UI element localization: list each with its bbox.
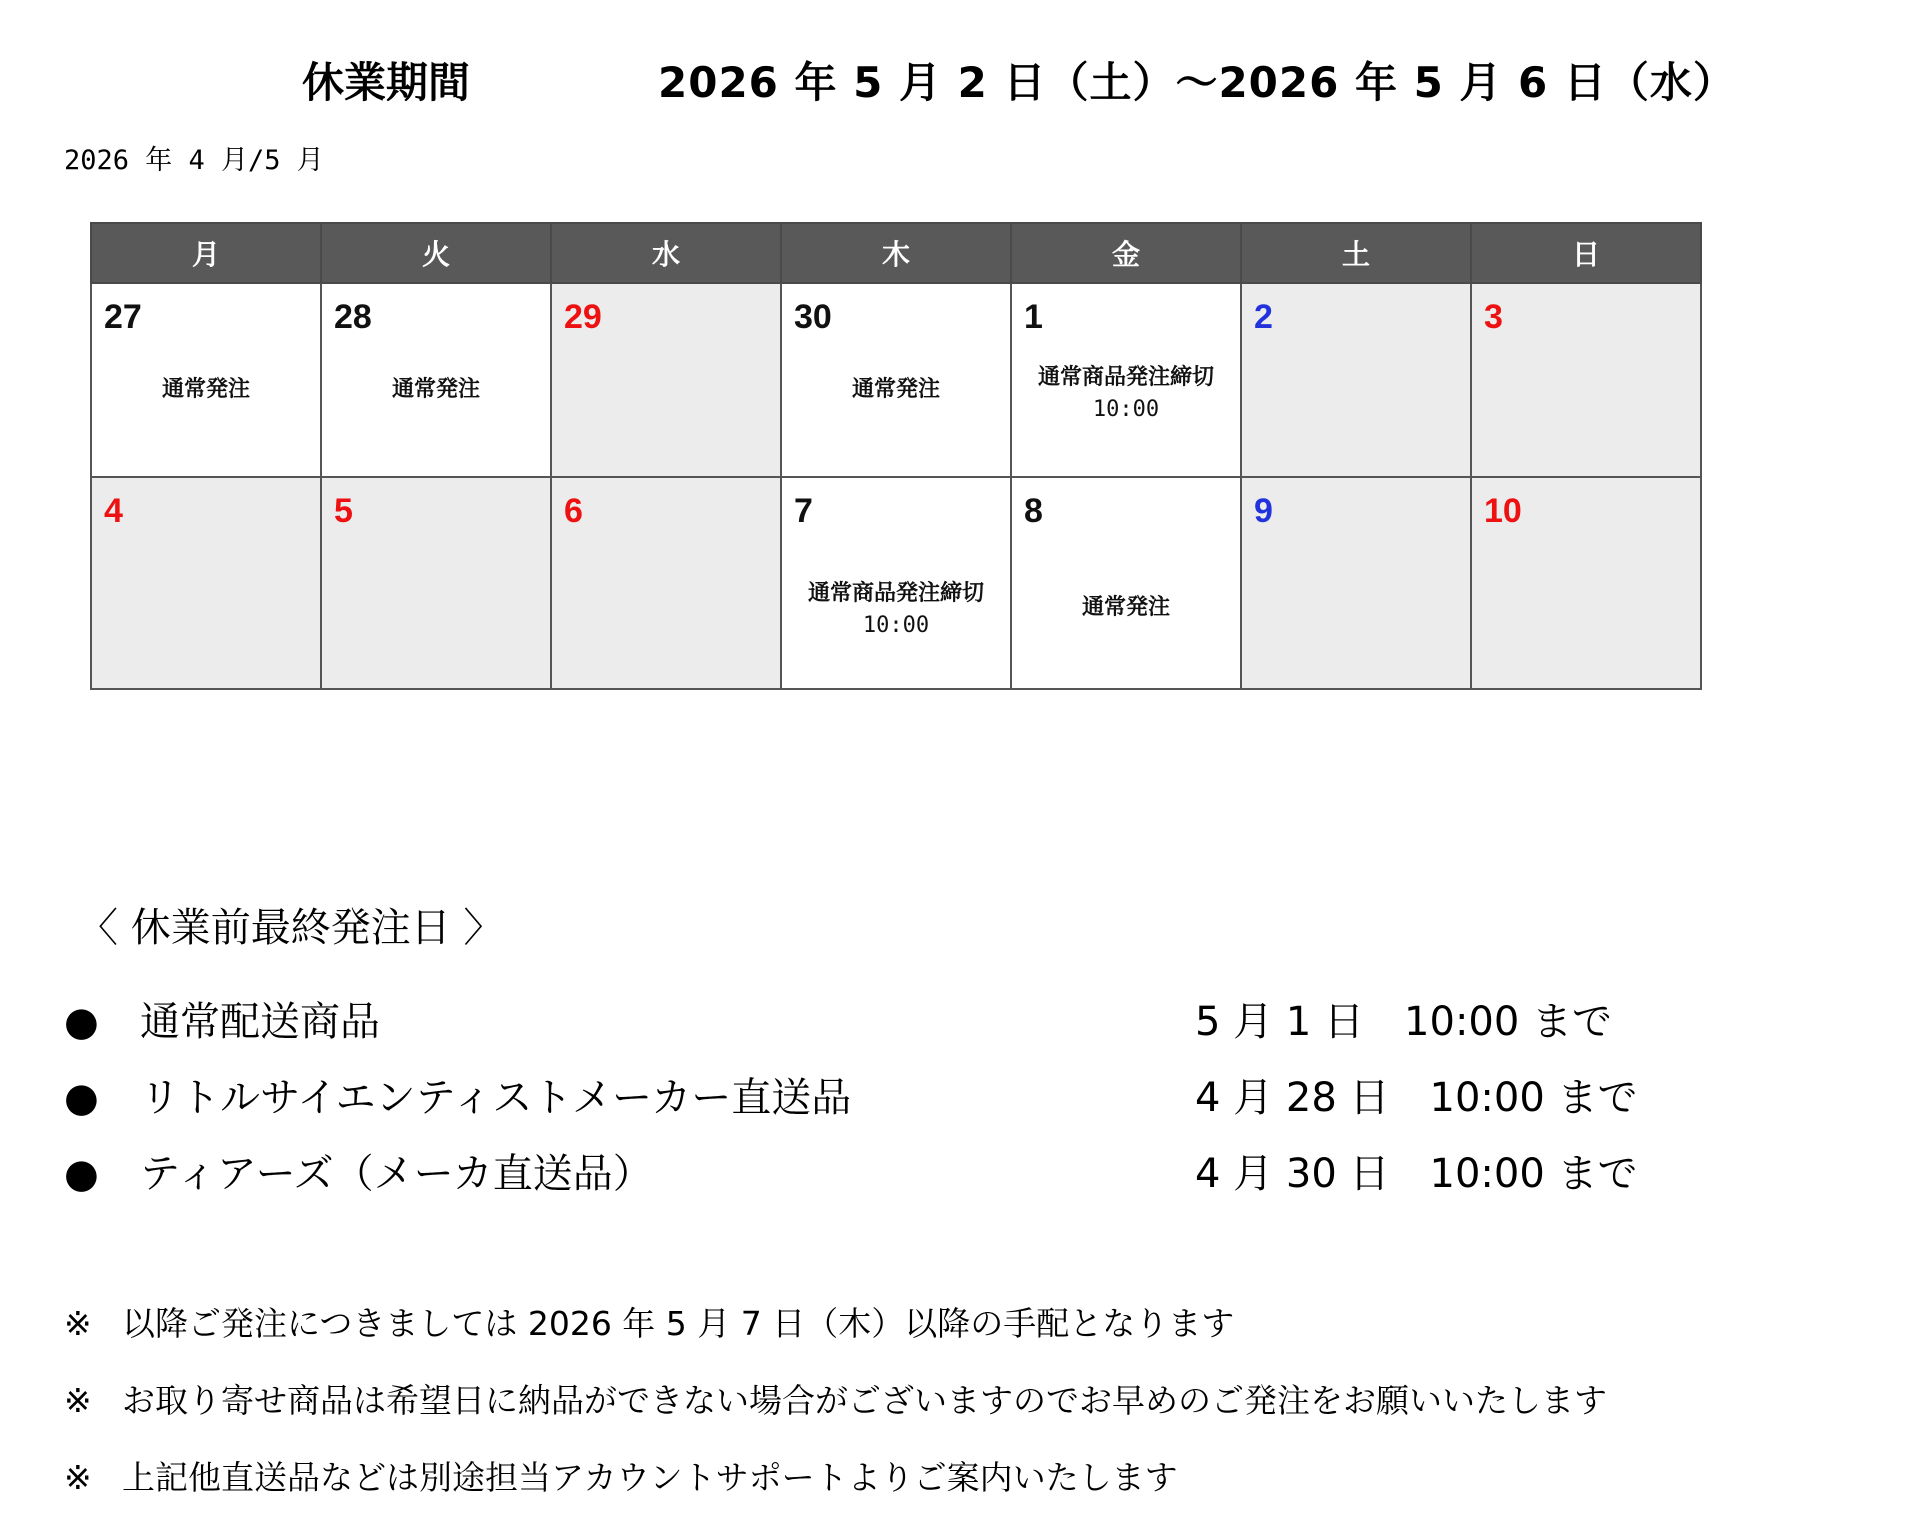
day-cell [1011,283,1241,477]
item-deadline: 5 月 1 日 10:00 まで [1195,999,1613,1045]
remark-text: お取り寄せ商品は希望日に納品ができない場合がございますのでお早めのご発注をお願いいたします [122,1381,1607,1420]
day-cell-holiday [91,477,321,689]
day-note: 通常発注 [1081,595,1170,620]
day-number: 28 [334,298,372,336]
day-cell [91,283,321,477]
day-number: 3 [1484,298,1503,336]
weekday-mon: 月 [91,223,321,283]
day-cell-holiday [1241,283,1471,477]
weekday-thu: 木 [781,223,1011,283]
day-cell-holiday [551,477,781,689]
bullet-icon: ● [64,999,99,1045]
item-name: リトルサイエンティストメーカー直送品 [140,1075,852,1121]
day-cell [321,283,551,477]
day-cell-holiday [321,477,551,689]
day-note: 通常発注 [391,377,480,402]
remark-text: 以降ご発注につきましては 2026 年 5 月 7 日（木）以降の手配となります [122,1304,1235,1343]
remark [64,1298,1234,1345]
day-number: 30 [794,298,832,336]
bullet-icon: ● [64,1075,99,1121]
weekday-sun: 日 [1471,223,1701,283]
day-number: 29 [564,298,602,336]
day-number: 10 [1484,492,1522,530]
closure-label: 休業期間 [302,58,471,107]
last-order-item [64,990,380,1047]
day-cell [781,283,1011,477]
weekday-wed: 水 [551,223,781,283]
last-order-heading: 〈 休業前最終発注日 〉 [78,905,504,951]
last-order-item [64,1066,851,1123]
day-note: 通常発注 [851,377,940,402]
note-mark-icon: ※ [64,1381,92,1420]
day-cell-holiday [1471,477,1701,689]
last-order-item [64,1142,653,1199]
day-cell-holiday [551,283,781,477]
day-number: 6 [564,492,583,530]
day-number: 9 [1254,492,1273,530]
day-cell [781,477,1011,689]
weekday-header-row [91,223,1701,283]
remark [64,1452,1178,1499]
item-deadline: 4 月 30 日 10:00 まで [1195,1151,1638,1197]
weekday-fri: 金 [1011,223,1241,283]
day-number: 8 [1024,492,1043,530]
day-number: 4 [104,492,123,530]
item-name: 通常配送商品 [140,999,380,1045]
day-note-time: 10:00 [862,613,930,638]
item-deadline: 4 月 28 日 10:00 まで [1195,1075,1638,1121]
day-number: 7 [794,492,813,530]
closure-period: 2026 年 5 月 2 日（土）～2026 年 5 月 6 日（水） [658,58,1736,107]
day-note: 通常商品発注締切 10:00 [782,578,1010,642]
item-name: ティアーズ（メーカ直送品） [140,1151,653,1197]
weekday-tue: 火 [321,223,551,283]
bullet-icon: ● [64,1151,99,1197]
day-number: 5 [334,492,353,530]
day-number: 2 [1254,298,1273,336]
day-cell [1011,477,1241,689]
day-note: 通常発注 [161,377,250,402]
day-number: 27 [104,298,142,336]
remark [64,1375,1607,1422]
month-label: 2026 年 4 月/5 月 [64,145,324,176]
day-number: 1 [1024,298,1043,336]
week-row-1 [91,283,1701,477]
day-cell-holiday [1471,283,1701,477]
note-mark-icon: ※ [64,1458,92,1497]
weekday-sat: 土 [1241,223,1471,283]
week-row-2 [91,477,1701,689]
day-cell-holiday [1241,477,1471,689]
note-mark-icon: ※ [64,1304,92,1343]
remark-text: 上記他直送品などは別途担当アカウントサポートよりご案内いたします [122,1458,1178,1497]
day-note-time: 10:00 [1092,397,1160,422]
day-note: 通常商品発注締切 10:00 [1012,362,1240,426]
calendar [90,222,1702,690]
